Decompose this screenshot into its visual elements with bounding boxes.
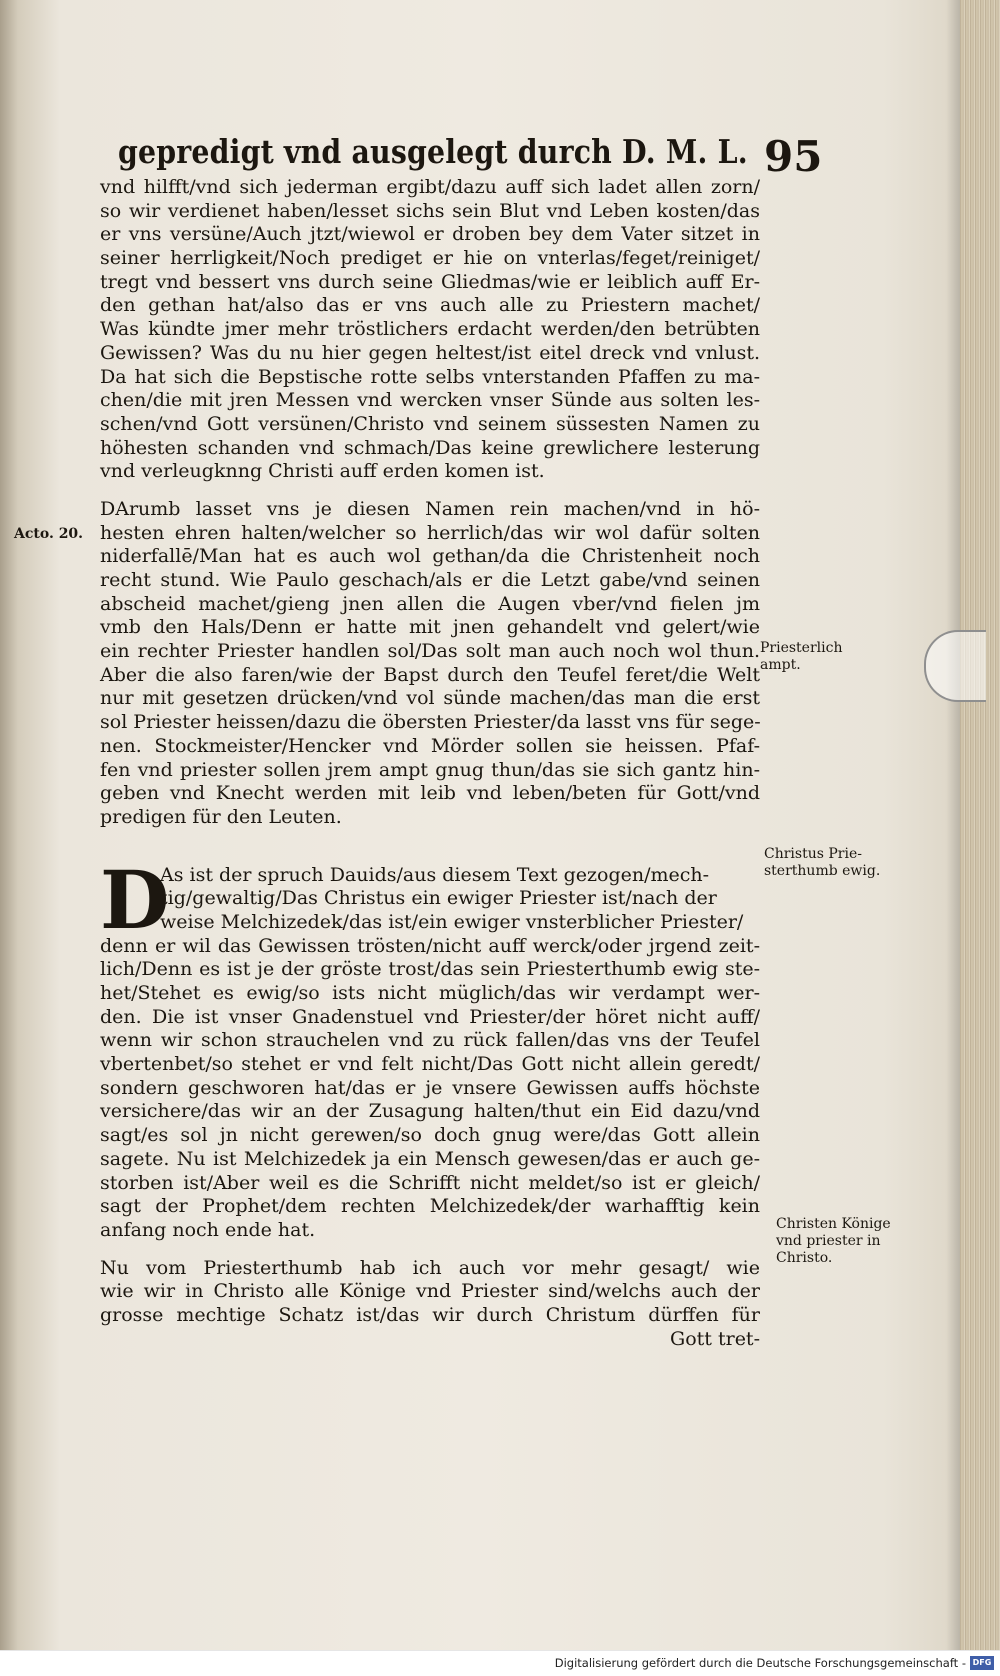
text-line: Da hat sich die Bepstische rotte selbs vnterstanden Pfaffen zu ma- <box>100 365 760 388</box>
text-line: sagete. Nu ist Melchizedek ja ein Mensch gewesen/das er auch ge- <box>100 1147 760 1170</box>
text-line: er vns versüne/Auch jtzt/wiewol er droben bey dem Vater sitzet in <box>100 223 760 246</box>
text-line: hesten ehren halten/welcher so herrlich/das wir wol dafür solten <box>100 521 760 544</box>
text-line: höhesten schanden vnd schmach/Das keine grewlichere lesterung <box>100 436 760 459</box>
text-line: sol Priester heissen/dazu die öbersten Priester/da lasst vns für sege- <box>100 711 761 734</box>
text-line: seiner herrligkeit/Noch prediget er hie on vnterlas/feget/reiniget/ <box>100 247 760 270</box>
text-line: het/Stehet es ewig/so ists nicht müglich/das wir verdampt wer- <box>100 982 760 1004</box>
text-line: vmb den Hals/Denn er hatte mit jnen gehandelt vnd gelert/wie <box>100 616 760 639</box>
paragraph-2 <box>100 498 760 830</box>
text-line: As ist der spruch Dauids/aus diesem Text gezogen/mech- <box>160 863 710 886</box>
text-line: abscheid machet/gieng jnen allen die Augen vber/vnd fielen jm <box>100 592 760 615</box>
main-text <box>100 176 760 1351</box>
paragraph-4 <box>100 1257 760 1328</box>
margin-note-priesterlich: Priesterlich ampt. <box>760 640 843 673</box>
text-line: grosse mechtige Schatz ist/das wir durch Christum dürffen für <box>100 1303 760 1326</box>
footer-credit: Digitalisierung gefördert durch die Deutsche Forschungsgemeinschaft - <box>554 1656 966 1670</box>
text-line: den gethan hat/also das er vns auch alle zu Priestern machet/ <box>100 294 760 317</box>
text-line: geben vnd Knecht werden mit leib vnd leben/beten für Gott/vnd <box>100 782 760 805</box>
text-line: fen vnd priester sollen jrem ampt gnug thun/das sie sich gantz hin- <box>100 758 760 781</box>
running-title: gepredigt vnd ausgelegt durch D. M. L. <box>118 132 748 171</box>
text-line: Aber die also faren/wie der Bapst durch den Teufel feret/die Welt <box>100 663 760 686</box>
catchword: Gott tret- <box>670 1327 760 1350</box>
page-number: 95 <box>764 132 823 181</box>
text-line: vnd verleugknng Christi auff erden komen ist. <box>100 460 545 483</box>
text-line: sondern geschworen hat/das er je vnsere Gewissen auffs höchste <box>100 1076 760 1099</box>
text-line: Was kündte jmer mehr tröstlichers erdacht werden/den betrübten <box>100 318 760 341</box>
margin-note-acts: Acto. 20. <box>14 526 84 542</box>
text-line: recht stund. Wie Paulo geschach/als er die Letzt gabe/vnd seinen <box>100 569 760 591</box>
text-line: sagt der Prophet/dem rechten Melchizedek/der warhafftig kein <box>100 1195 760 1218</box>
text-line: wenn wir schon strauchelen vnd zu rück fallen/das vns der Teufel <box>100 1029 760 1052</box>
text-line: vbertenbet/so stehet er vnd felt nicht/Das Gott nicht allein geredt/ <box>100 1053 760 1076</box>
text-line: DArumb lasset vns je diesen Namen rein machen/vnd in hö- <box>100 497 760 520</box>
text-line: nur mit gesetzen drücken/vnd vol sünde machen/das man die erst <box>100 687 760 710</box>
margin-note-christus: Christus Prie- sterthumb ewig. <box>764 846 881 879</box>
text-line: schen/vnd Gott versünen/Christo vnd seinem süssesten Namen zu <box>100 412 760 435</box>
paragraph-3-body <box>100 935 760 1243</box>
text-line: Gewissen? Was du nu hier gegen heltest/ist eitel dreck vnd vnlust. <box>100 341 760 364</box>
text-line: predigen für den Leuten. <box>100 805 342 828</box>
text-line: versichere/das wir an der Zusagung halten/thut ein Eid dazu/vnd <box>100 1100 760 1123</box>
text-line: sagt/es sol jn nicht gerewen/so doch gnug were/das Gott allein <box>100 1124 760 1147</box>
text-line: vnd hilfft/vnd sich jederman ergibt/dazu auff sich ladet allen zorn/ <box>100 176 760 198</box>
paragraph-3 <box>100 852 760 1243</box>
book-edge <box>960 0 1000 1650</box>
text-line: anfang noch ende hat. <box>100 1218 316 1241</box>
text-line: ein rechter Priester handlen sol/Das solt man auch noch wol thun. <box>100 640 760 663</box>
page-clip-icon <box>924 630 986 702</box>
text-line: den. Die ist vnser Gnadenstuel vnd Priester/der höret nicht auff/ <box>100 1005 760 1028</box>
text-line: weise Melchizedek/das ist/ein ewiger vnsterblicher Priester/ <box>160 910 744 933</box>
text-line: tig/gewaltig/Das Christus ein ewiger Priester ist/nach der <box>160 887 717 910</box>
dfg-logo-icon[interactable]: DFG <box>970 1656 994 1670</box>
paragraph-1 <box>100 176 760 484</box>
text-line: Nu vom Priesterthumb hab ich auch vor mehr gesagt/ wie <box>100 1256 760 1279</box>
margin-note-christen: Christen Könige vnd priester in Christo. <box>776 1216 891 1266</box>
text-line: so wir verdienet haben/lesset sichs sein Blut vnd Leben kosten/das <box>100 199 760 222</box>
text-line: chen/die mit jren Messen vnd wercken vnser Sünde aus solten les- <box>100 389 760 412</box>
text-line: storben ist/Aber weil es die Schrifft nicht meldet/so ist er gleich/ <box>100 1171 760 1194</box>
drop-cap: D <box>100 852 170 947</box>
footer-bar <box>0 1650 1000 1676</box>
text-line: nen. Stockmeister/Hencker vnd Mörder sollen sie heissen. Pfaf- <box>100 734 760 757</box>
text-line: niderfallē/Man hat es auch wol gethan/da die Christenheit noch <box>100 545 760 568</box>
text-line: tregt vnd bessert vns durch seine Gliedmas/wie er leiblich auff Er- <box>100 270 760 293</box>
text-line: lich/Denn es ist je der gröste trost/das sein Priesterthumb ewig ste- <box>100 958 760 981</box>
text-line: wie wir in Christo alle Könige vnd Priester sind/welchs auch der <box>100 1280 760 1303</box>
text-line: denn er wil das Gewissen trösten/nicht auff werck/oder jrgend zeit- <box>100 934 760 957</box>
